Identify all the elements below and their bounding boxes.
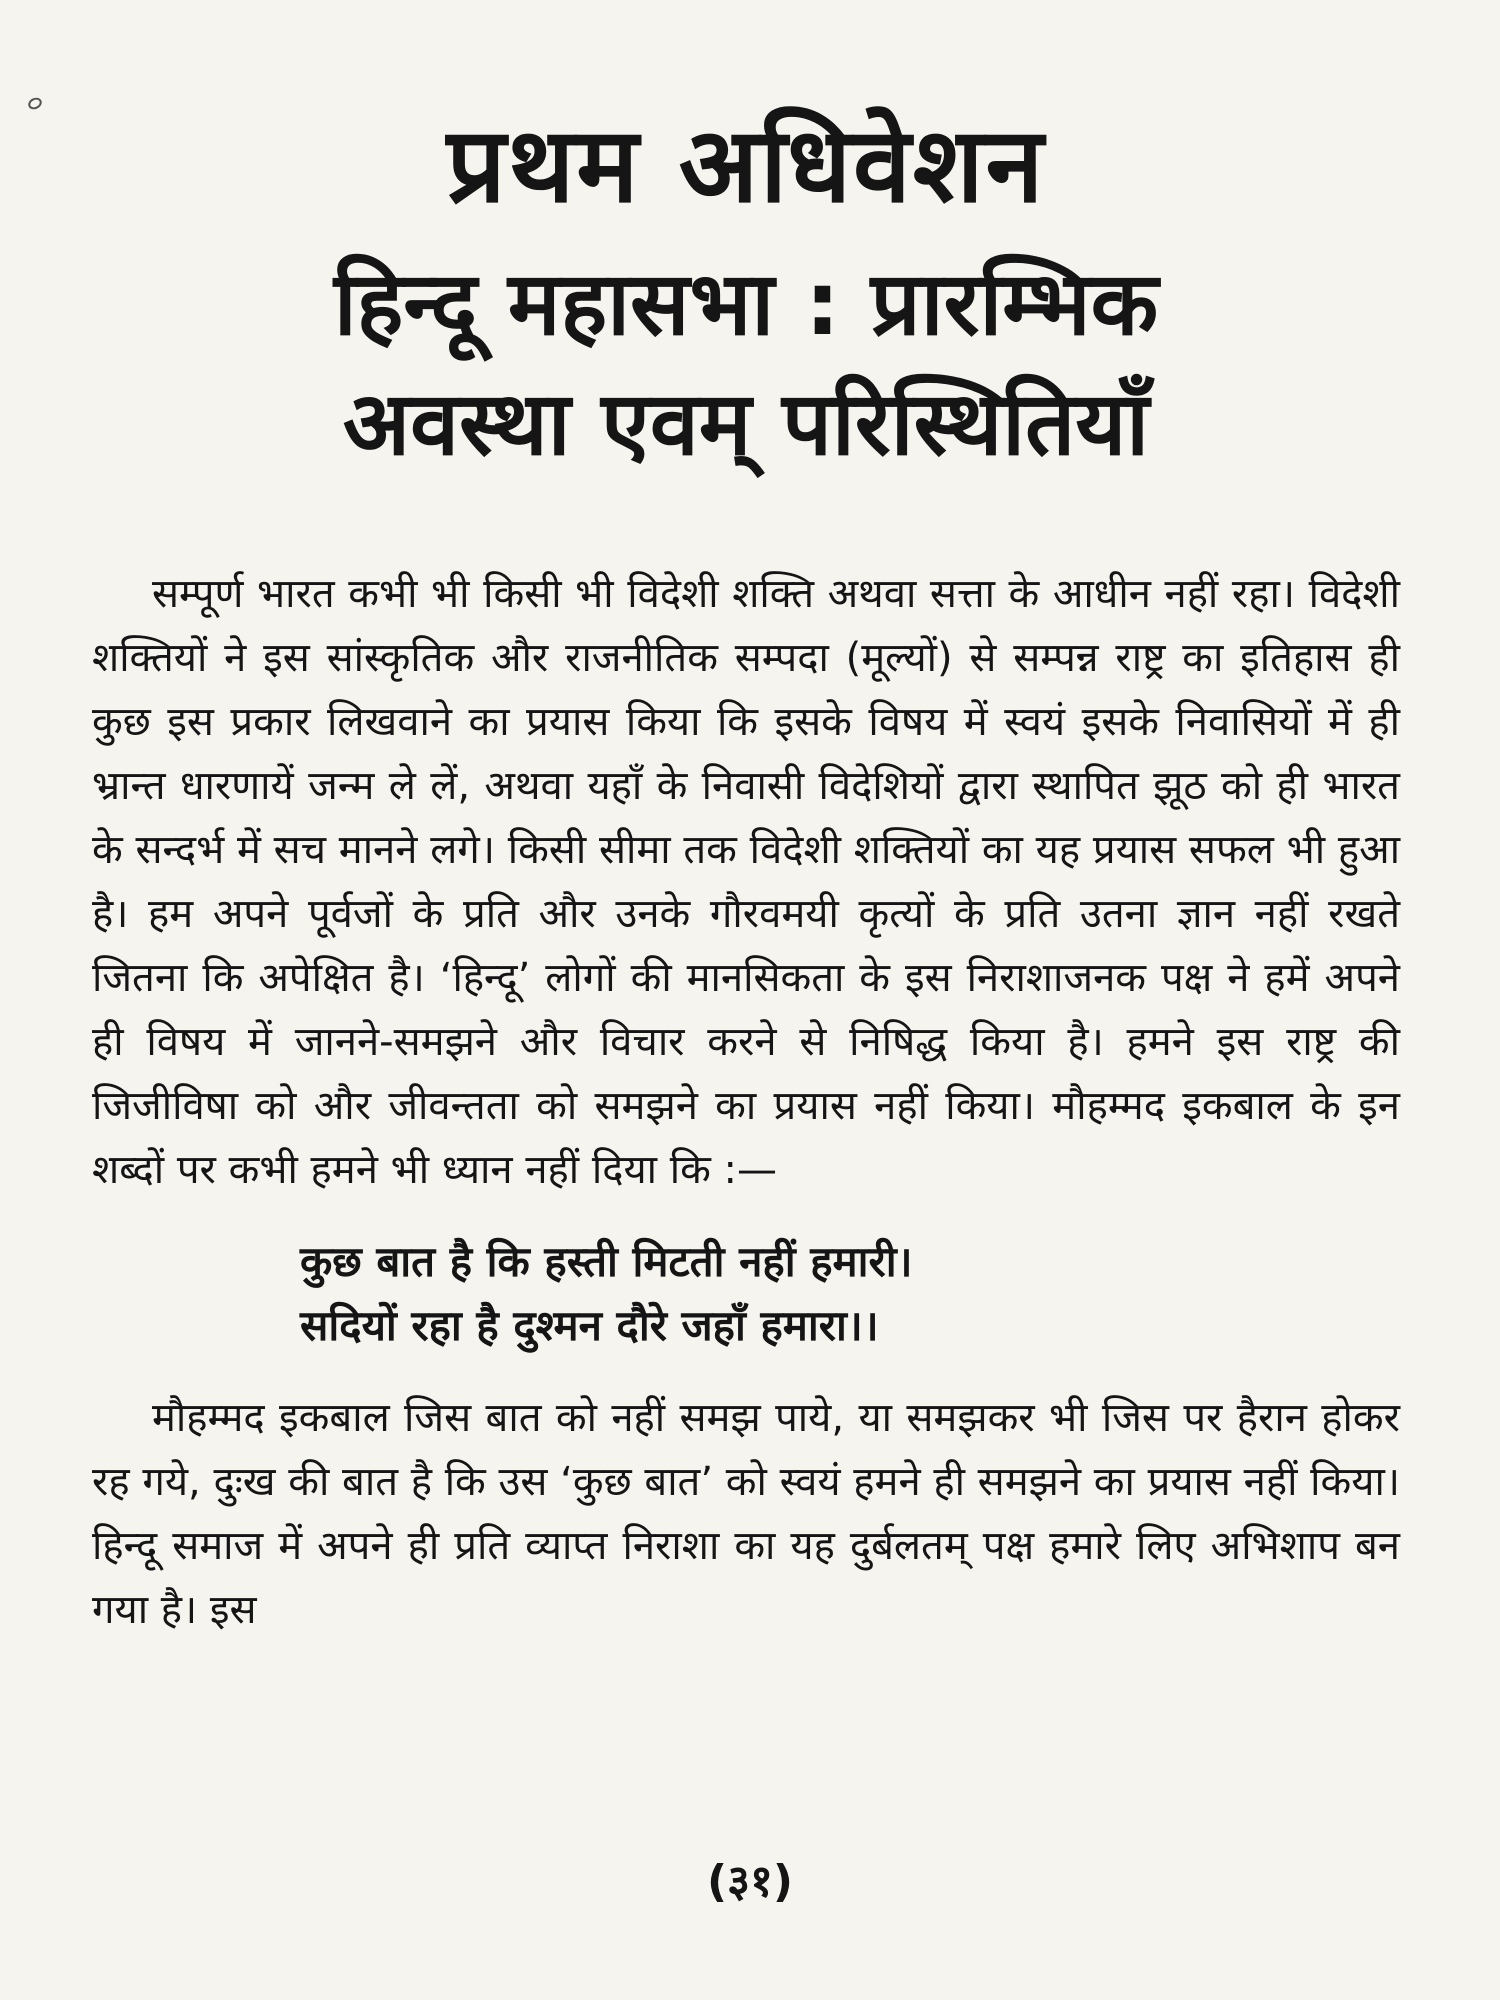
chapter-title: प्रथम अधिवेशन: [446, 104, 1046, 226]
quoted-verse: [92, 1230, 1400, 1358]
chapter-subtitle: [92, 244, 1400, 484]
verse-line-2: सदियों रहा है दुश्मन दौरे जहाँ हमारा।।: [300, 1301, 879, 1350]
ink-speck: [26, 96, 43, 112]
body-paragraph-2: मौहम्मद इकबाल जिस बात को नहीं समझ पाये, या समझकर भी जिस पर हैरान होकर रह गये, दुःख की बात है कि उस ‘कुछ बात’ को स्वयं हमने ही समझने का प्रयास नहीं किया। हिन्दू समाज में अपने ही प्रति व्याप्त निराशा का यह दुर्बलतम् पक्ष हमारे लिए अभिशाप बन गया है। इस: [92, 1395, 1400, 1633]
chapter-subtitle-line-1: हिन्दू महासभा : प्रारम्भिक: [333, 252, 1159, 355]
verse-line-1: कुछ बात है कि हस्ती मिटती नहीं हमारी।: [300, 1237, 913, 1286]
chapter-subtitle-line-2: अवस्था एवम् परिस्थितियाँ: [342, 372, 1150, 475]
body-paragraph-1: सम्पूर्ण भारत कभी भी किसी भी विदेशी शक्ति अथवा सत्ता के आधीन नहीं रहा। विदेशी शक्तियों ने इस सांस्कृतिक और राजनीतिक सम्पदा (मूल्यों) से सम्पन्न राष्ट्र का इतिहास ही कुछ इस प्रकार लिखवाने का प्रयास किया कि इसके विषय में स्वयं इसके निवासियों में ही भ्रान्त धारणायें जन्म ले लें, अथवा यहाँ के निवासी विदेशियों द्वारा स्थापित झूठ को ही भारत के सन्दर्भ में सच मानने लगे। किसी सीमा तक विदेशी शक्तियों का यह प्रयास सफल भी हुआ है। हम अपने पूर्वजों के प्रति और उनके गौरवमयी कृत्यों के प्रति उतना ज्ञान नहीं रखते जितना कि अपेक्षित है। ‘हिन्दू’ लोगों की मानसिकता के इस निराशाजनक पक्ष ने हमें अपने ही विषय में जानने-समझने और विचार करने से निषिद्ध किया है। हमने इस राष्ट्र की जिजीविषा को और जीवन्तता को समझने का प्रयास नहीं किया। मौहम्मद इकबाल के इन शब्दों पर कभी हमने भी ध्यान नहीं दिया कि :—: [92, 571, 1400, 1193]
page-number: (३१): [707, 1856, 793, 1907]
